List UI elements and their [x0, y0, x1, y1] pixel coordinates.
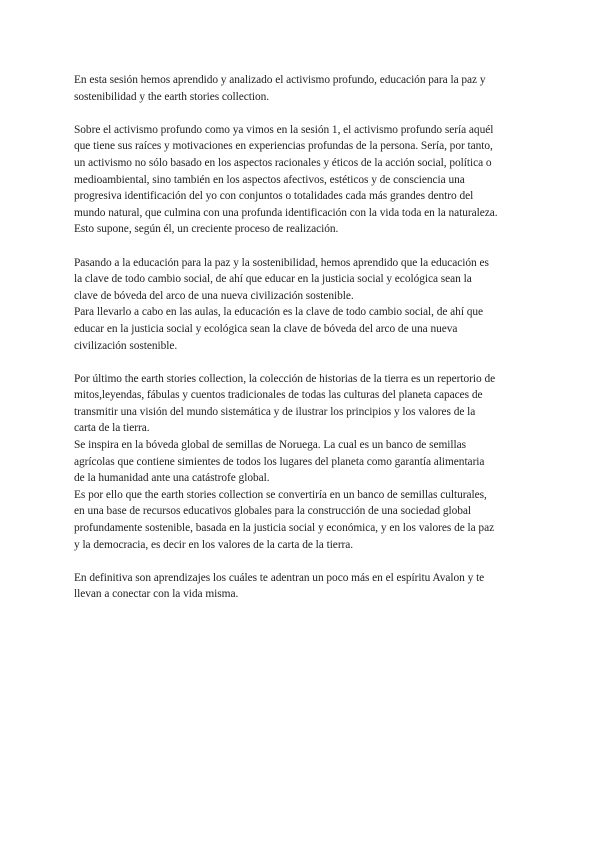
text-line: sostenibilidad y the earth stories collection.	[74, 90, 270, 103]
text-line: la clave de todo cambio social, de ahí que educar en la justicia social y ecológica sean la	[74, 273, 472, 286]
text-line: carta de la tierra.	[74, 422, 150, 435]
text-line: Esto supone, según él, un creciente proceso de realización.	[74, 223, 339, 236]
text-line: educar en la justicia social y ecológica sean la clave de bóveda del arco de una nueva	[74, 322, 458, 335]
paragraph-conclusion	[74, 570, 534, 603]
text-line: Pasando a la educación para la paz y la sostenibilidad, hemos aprendido que la educación es	[74, 256, 489, 269]
text-line: Por último the earth stories collection, la colección de historias de la tierra es un repertorio de	[74, 372, 496, 385]
text-line: mitos,leyendas, fábulas y cuentos tradicionales de todas las culturas del planeta capaces de	[74, 389, 483, 402]
text-line: transmitir una visión del mundo sistemática y de ilustrar los principios y los valores de la	[74, 405, 476, 418]
text-line: de la humanidad ante una catástrofe global.	[74, 472, 270, 485]
paragraph-educacion-paz	[74, 255, 534, 355]
document-body	[74, 72, 534, 620]
text-line: Sobre el activismo profundo como ya vimos en la sesión 1, el activismo profundo sería aquél	[74, 123, 494, 136]
paragraph-activismo-profundo	[74, 122, 534, 238]
text-line: que tiene sus raíces y motivaciones en experiencias profundas de la persona. Sería, por tanto,	[74, 140, 493, 153]
paragraph-earth-stories	[74, 371, 534, 554]
text-line: un activismo no sólo basado en los aspectos racionales y éticos de la acción social, política o	[74, 156, 492, 169]
text-line: Para llevarlo a cabo en las aulas, la educación es la clave de todo cambio social, de ahí que	[74, 306, 484, 319]
text-line: profundamente sostenible, basada en la justicia social y económica, y en los valores de la paz	[74, 522, 495, 535]
paragraph-intro	[74, 72, 534, 105]
text-line: en una base de recursos educativos globales para la construcción de una sociedad global	[74, 505, 472, 518]
text-line: Es por ello que the earth stories collection se convertiría en un banco de semillas culturales,	[74, 488, 487, 501]
text-line: progresiva identificación del yo con conjuntos o totalidades cada más grandes dentro del	[74, 190, 474, 203]
text-line: agrícolas que contiene simientes de todos los lugares del planeta como garantía alimentaria	[74, 455, 485, 468]
text-line: y la democracia, es decir en los valores de la carta de la tierra.	[74, 538, 354, 551]
text-line: clave de bóveda del arco de una nueva civilización sostenible.	[74, 289, 354, 302]
text-line: civilización sostenible.	[74, 339, 178, 352]
text-line: medioambiental, sino también en los aspectos afectivos, estéticos y de consciencia una	[74, 173, 465, 186]
text-line: llevan a conectar con la vida misma.	[74, 588, 239, 601]
text-line: mundo natural, que culmina con una profunda identificación con la vida toda en la naturaleza.	[74, 206, 498, 219]
text-line: En definitiva son aprendizajes los cuáles te adentran un poco más en el espíritu Avalon y te	[74, 571, 485, 584]
text-line: Se inspira en la bóveda global de semillas de Noruega. La cual es un banco de semillas	[74, 439, 467, 452]
text-line: En esta sesión hemos aprendido y analizado el activismo profundo, educación para la paz y	[74, 74, 486, 86]
